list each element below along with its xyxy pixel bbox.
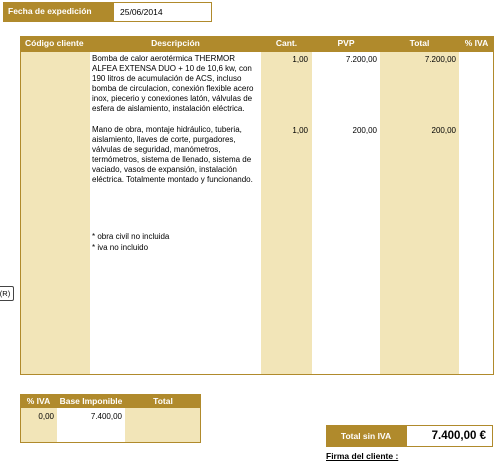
total-column bbox=[380, 52, 459, 375]
table-row-2-qty: 1,00 bbox=[292, 126, 308, 135]
table-row-2-description: Mano de obra, montaje hidráulico, tuberia, aislamiento, llaves de corte, purgadores, válvulas de seguridad, manómetros, termómetros, sistema de llenado, sistema de vaciado, vasos de expansión, instalación eléctrica. Totalmente montado y funcionando. bbox=[92, 125, 253, 184]
col-header-total: Total bbox=[380, 36, 459, 52]
issue-date-value: 25/06/2014 bbox=[113, 2, 212, 22]
col-header-pvp: PVP bbox=[312, 36, 380, 52]
issue-date-label: Fecha de expedición bbox=[3, 2, 113, 22]
pvp-column bbox=[312, 52, 380, 375]
tax-total-cell bbox=[125, 408, 201, 443]
col-header-description: Descripción bbox=[90, 36, 261, 52]
side-tag: (R) bbox=[0, 286, 14, 301]
table-row-2-total: 200,00 bbox=[431, 126, 456, 135]
qty-column bbox=[261, 52, 312, 375]
table-row-1-pvp: 7.200,00 bbox=[345, 55, 377, 64]
tax-total-value bbox=[125, 408, 200, 412]
table-row-1-description: Bomba de calor aerotérmica THERMOR ALFEA EXTENSA DUO + 10 de 10,6 kw, con 190 litros de acumulación de ACS, incluso bomba de circulacion, conexión flexible acero inox, piecerio y conexiones latón, válvulas de esfera de aislamiento, instalación eléctrica. bbox=[92, 54, 254, 113]
tax-vat-value: 0,00 bbox=[38, 412, 54, 421]
vat-column bbox=[459, 52, 494, 375]
tax-header-vat: % IVA bbox=[20, 394, 57, 408]
code-column bbox=[20, 52, 90, 375]
tax-vat-cell bbox=[20, 408, 57, 443]
total-without-vat-label: Total sin IVA bbox=[326, 425, 406, 447]
tax-header-total: Total bbox=[125, 394, 201, 408]
client-signature-label: Firma del cliente : bbox=[326, 451, 399, 461]
table-row-1-qty: 1,00 bbox=[292, 55, 308, 64]
tax-base-cell bbox=[57, 408, 125, 443]
tax-base-value: 7.400,00 bbox=[90, 412, 122, 421]
table-row-1-total: 7.200,00 bbox=[424, 55, 456, 64]
tax-header-base: Base Imponible bbox=[57, 394, 125, 408]
col-header-code: Código cliente bbox=[20, 36, 90, 52]
table-row-2-pvp: 200,00 bbox=[352, 126, 377, 135]
total-without-vat-value: 7.400,00 € bbox=[406, 425, 493, 447]
note-vat: * iva no incluido bbox=[92, 243, 149, 252]
col-header-qty: Cant. bbox=[261, 36, 312, 52]
col-header-vat: % IVA bbox=[459, 36, 494, 52]
note-civil-works: * obra civil no incluida bbox=[92, 232, 170, 241]
